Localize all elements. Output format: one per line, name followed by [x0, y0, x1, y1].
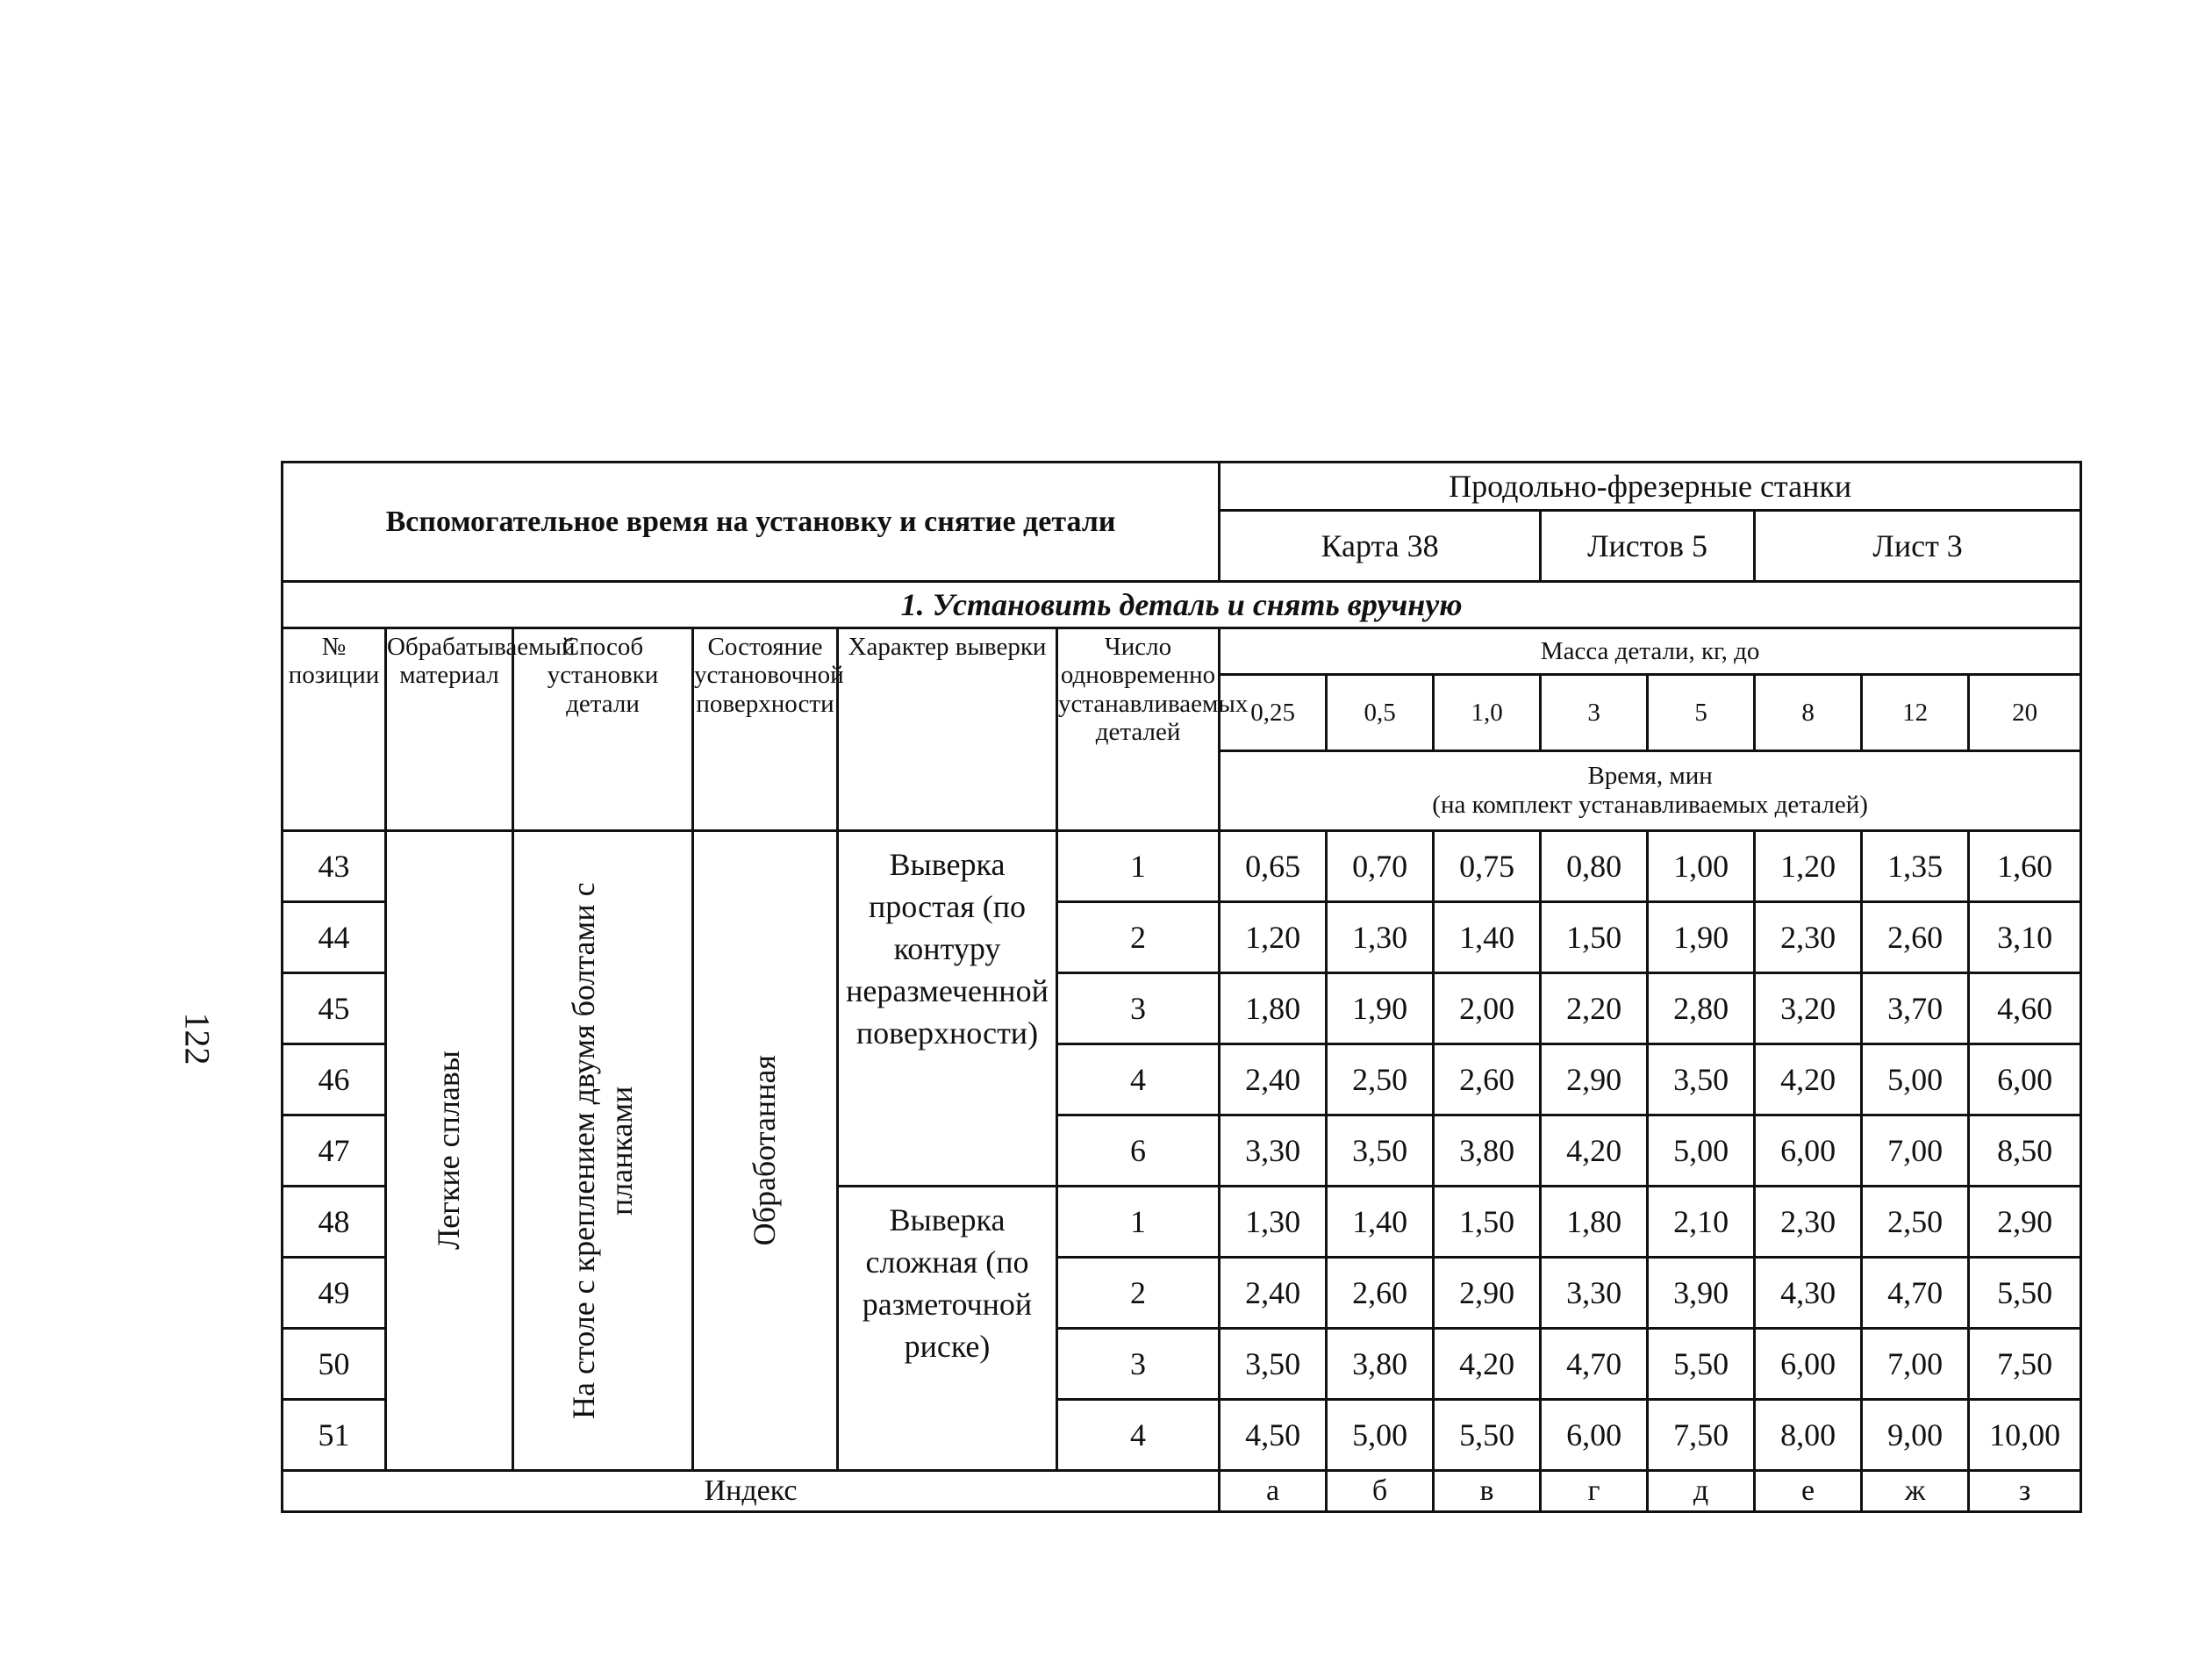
col-header-alignment: Характер выверки	[838, 628, 1057, 831]
time-value: 1,60	[1969, 831, 2081, 902]
time-value: 5,50	[1648, 1329, 1755, 1400]
time-value: 0,80	[1541, 831, 1648, 902]
time-value: 6,00	[1755, 1329, 1862, 1400]
time-value: 2,60	[1434, 1044, 1541, 1115]
time-value: 4,30	[1755, 1258, 1862, 1329]
time-value: 5,00	[1648, 1115, 1755, 1187]
mass-value: 1,0	[1434, 675, 1541, 751]
position-number: 50	[283, 1329, 386, 1400]
time-value: 1,50	[1541, 902, 1648, 973]
time-value: 1,20	[1755, 831, 1862, 902]
time-value: 2,80	[1648, 973, 1755, 1044]
col-header-mass: Масса детали, кг, до	[1220, 628, 2081, 675]
section-title: 1. Установить деталь и снять вручную	[283, 582, 2081, 628]
index-letter: е	[1755, 1471, 1862, 1512]
parts-count: 1	[1057, 1187, 1220, 1258]
position-number: 51	[283, 1400, 386, 1471]
mass-value: 12	[1862, 675, 1969, 751]
time-value: 2,50	[1862, 1187, 1969, 1258]
time-value: 3,50	[1220, 1329, 1327, 1400]
sheet-number: Лист 3	[1755, 511, 2081, 582]
time-value: 0,70	[1327, 831, 1434, 902]
parts-count: 2	[1057, 1258, 1220, 1329]
material-text: Легкие сплавы	[431, 1051, 467, 1251]
time-value: 1,90	[1648, 902, 1755, 973]
index-letter: з	[1969, 1471, 2081, 1512]
time-value: 3,70	[1862, 973, 1969, 1044]
time-value: 3,50	[1327, 1115, 1434, 1187]
index-letter: б	[1327, 1471, 1434, 1512]
time-value: 1,90	[1327, 973, 1434, 1044]
time-value: 1,00	[1648, 831, 1755, 902]
time-value: 4,70	[1862, 1258, 1969, 1329]
time-value: 2,90	[1541, 1044, 1648, 1115]
time-value: 5,00	[1327, 1400, 1434, 1471]
index-letter: г	[1541, 1471, 1648, 1512]
col-header-surface-state: Состояние установочной поверхности	[693, 628, 838, 831]
index-label: Индекс	[283, 1471, 1220, 1512]
install-method-cell	[513, 831, 693, 1471]
col-header-material: Обрабатываемый материал	[386, 628, 513, 831]
time-value: 2,10	[1648, 1187, 1755, 1258]
time-value: 4,50	[1220, 1400, 1327, 1471]
install-method-text: На столе с креплением двумя болтами с планками	[565, 882, 639, 1419]
mass-value: 5	[1648, 675, 1755, 751]
parts-count: 4	[1057, 1044, 1220, 1115]
position-number: 47	[283, 1115, 386, 1187]
time-value: 2,20	[1541, 973, 1648, 1044]
alignment-simple: Выверка простая (по контуру неразмеченной поверхности)	[838, 831, 1057, 1187]
parts-count: 6	[1057, 1115, 1220, 1187]
col-header-install-method: Способ установки детали	[513, 628, 693, 831]
position-number: 49	[283, 1258, 386, 1329]
time-value: 4,20	[1755, 1044, 1862, 1115]
time-value: 6,00	[1755, 1115, 1862, 1187]
time-value: 7,00	[1862, 1115, 1969, 1187]
index-row	[283, 1471, 2081, 1512]
time-value: 7,00	[1862, 1329, 1969, 1400]
time-header-line2: (на комплект устанавливаемых деталей)	[1432, 791, 1868, 819]
alignment-complex: Выверка сложная (по разметочной риске)	[838, 1187, 1057, 1471]
time-value: 9,00	[1862, 1400, 1969, 1471]
time-value: 1,35	[1862, 831, 1969, 902]
time-value: 2,50	[1327, 1044, 1434, 1115]
time-value: 0,65	[1220, 831, 1327, 902]
mass-value: 8	[1755, 675, 1862, 751]
time-value: 2,00	[1434, 973, 1541, 1044]
index-letter: д	[1648, 1471, 1755, 1512]
time-value: 3,20	[1755, 973, 1862, 1044]
table-row	[283, 831, 2081, 902]
time-value: 3,80	[1434, 1115, 1541, 1187]
parts-count: 2	[1057, 902, 1220, 973]
time-value: 1,80	[1541, 1187, 1648, 1258]
time-value: 0,75	[1434, 831, 1541, 902]
time-value: 4,20	[1541, 1115, 1648, 1187]
time-value: 3,80	[1327, 1329, 1434, 1400]
page-title: Вспомогательное время на установку и снятие детали	[283, 463, 1220, 582]
norms-table	[281, 461, 2082, 1513]
parts-count: 3	[1057, 973, 1220, 1044]
time-value: 3,30	[1220, 1115, 1327, 1187]
time-value: 1,40	[1434, 902, 1541, 973]
index-letter: ж	[1862, 1471, 1969, 1512]
time-value: 2,90	[1434, 1258, 1541, 1329]
time-value: 7,50	[1969, 1329, 2081, 1400]
time-value: 7,50	[1648, 1400, 1755, 1471]
time-value: 2,30	[1755, 902, 1862, 973]
position-number: 48	[283, 1187, 386, 1258]
time-value: 4,60	[1969, 973, 2081, 1044]
time-value: 2,90	[1969, 1187, 2081, 1258]
machine-group: Продольно-фрезерные станки	[1220, 463, 2081, 511]
position-number: 46	[283, 1044, 386, 1115]
time-value: 5,50	[1434, 1400, 1541, 1471]
sheets-total: Листов 5	[1541, 511, 1755, 582]
time-value: 8,00	[1755, 1400, 1862, 1471]
time-value: 2,60	[1327, 1258, 1434, 1329]
time-value: 3,10	[1969, 902, 2081, 973]
index-letter: а	[1220, 1471, 1327, 1512]
card-number: Карта 38	[1220, 511, 1541, 582]
time-value: 4,70	[1541, 1329, 1648, 1400]
time-value: 1,40	[1327, 1187, 1434, 1258]
time-value: 2,60	[1862, 902, 1969, 973]
time-value: 1,80	[1220, 973, 1327, 1044]
col-header-time	[1220, 751, 2081, 831]
mass-value: 3	[1541, 675, 1648, 751]
parts-count: 3	[1057, 1329, 1220, 1400]
time-value: 4,20	[1434, 1329, 1541, 1400]
time-header-line1: Время, мин	[1587, 761, 1713, 790]
index-letter: в	[1434, 1471, 1541, 1512]
time-value: 6,00	[1541, 1400, 1648, 1471]
time-value: 2,30	[1755, 1187, 1862, 1258]
mass-value: 0,25	[1220, 675, 1327, 751]
surface-state-text: Обработанная	[747, 1055, 783, 1246]
mass-value: 0,5	[1327, 675, 1434, 751]
time-value: 5,50	[1969, 1258, 2081, 1329]
time-value: 1,30	[1327, 902, 1434, 973]
time-value: 3,50	[1648, 1044, 1755, 1115]
parts-count: 1	[1057, 831, 1220, 902]
time-value: 1,50	[1434, 1187, 1541, 1258]
time-value: 2,40	[1220, 1044, 1327, 1115]
material-cell	[386, 831, 513, 1471]
parts-count: 4	[1057, 1400, 1220, 1471]
time-value: 8,50	[1969, 1115, 2081, 1187]
position-number: 44	[283, 902, 386, 973]
time-value: 1,20	[1220, 902, 1327, 973]
time-value: 3,30	[1541, 1258, 1648, 1329]
mass-value: 20	[1969, 675, 2081, 751]
col-header-position: № позиции	[283, 628, 386, 831]
norms-table-wrapper	[281, 461, 2080, 1513]
time-value: 3,90	[1648, 1258, 1755, 1329]
position-number: 43	[283, 831, 386, 902]
page-number: 122	[177, 1012, 218, 1065]
surface-state-cell	[693, 831, 838, 1471]
time-value: 1,30	[1220, 1187, 1327, 1258]
time-value: 5,00	[1862, 1044, 1969, 1115]
time-value: 6,00	[1969, 1044, 2081, 1115]
col-header-count: Число одновременно устанавливаемых деталей	[1057, 628, 1220, 831]
time-value: 10,00	[1969, 1400, 2081, 1471]
position-number: 45	[283, 973, 386, 1044]
time-value: 2,40	[1220, 1258, 1327, 1329]
